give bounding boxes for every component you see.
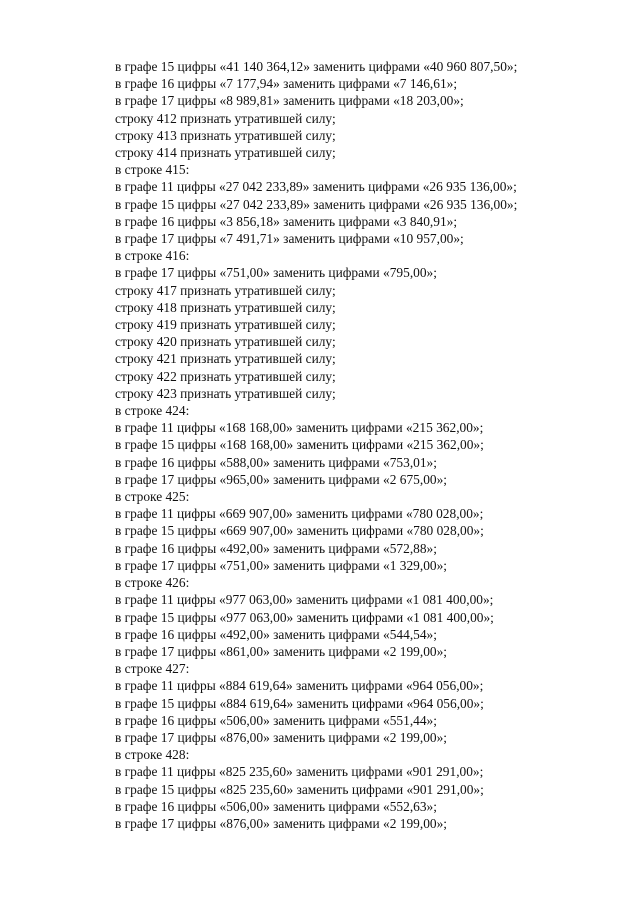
doc-line-18: строку 421 признать утратившей силу; <box>115 351 336 367</box>
doc-line-44: в графе 16 цифры «506,00» заменить цифрами «552,63»; <box>115 798 437 814</box>
doc-line-43: в графе 15 цифры «825 235,60» заменить цифрами «901 291,00»; <box>115 781 484 797</box>
doc-line-40: в графе 17 цифры «876,00» заменить цифрами «2 199,00»; <box>115 729 448 745</box>
doc-line-26: в строке 425: <box>115 489 190 505</box>
doc-line-11: в графе 17 цифры «7 491,71» заменить цифрами «10 957,00»; <box>115 231 464 247</box>
doc-line-25: в графе 17 цифры «965,00» заменить цифрами «2 675,00»; <box>115 471 448 487</box>
doc-line-15: строку 418 признать утратившей силу; <box>115 299 336 315</box>
doc-line-12: в строке 416: <box>115 248 190 264</box>
doc-line-5: строку 413 признать утратившей силу; <box>115 127 336 143</box>
doc-line-29: в графе 16 цифры «492,00» заменить цифрами «572,88»; <box>115 540 437 556</box>
doc-line-27: в графе 11 цифры «669 907,00» заменить цифрами «780 028,00»; <box>115 506 484 522</box>
doc-line-36: в строке 427: <box>115 661 190 677</box>
doc-line-28: в графе 15 цифры «669 907,00» заменить цифрами «780 028,00»; <box>115 523 484 539</box>
doc-line-41: в строке 428: <box>115 747 190 763</box>
doc-line-17: строку 420 признать утратившей силу; <box>115 334 336 350</box>
doc-line-3: в графе 17 цифры «8 989,81» заменить цифрами «18 203,00»; <box>115 93 464 109</box>
doc-line-4: строку 412 признать утратившей силу; <box>115 110 336 126</box>
doc-line-9: в графе 15 цифры «27 042 233,89» заменить цифрами «26 935 136,00»; <box>115 196 518 212</box>
doc-line-32: в графе 11 цифры «977 063,00» заменить цифрами «1 081 400,00»; <box>115 592 494 608</box>
doc-line-20: строку 423 признать утратившей силу; <box>115 385 336 401</box>
doc-line-14: строку 417 признать утратившей силу; <box>115 282 336 298</box>
doc-line-31: в строке 426: <box>115 575 190 591</box>
doc-line-23: в графе 15 цифры «168 168,00» заменить цифрами «215 362,00»; <box>115 437 484 453</box>
doc-line-39: в графе 16 цифры «506,00» заменить цифрами «551,44»; <box>115 712 437 728</box>
doc-line-35: в графе 17 цифры «861,00» заменить цифрами «2 199,00»; <box>115 643 448 659</box>
doc-line-1: в графе 15 цифры «41 140 364,12» заменить цифрами «40 960 807,50»; <box>115 59 518 74</box>
doc-line-6: строку 414 признать утратившей силу; <box>115 145 336 161</box>
doc-line-42: в графе 11 цифры «825 235,60» заменить цифрами «901 291,00»; <box>115 764 484 780</box>
doc-line-8: в графе 11 цифры «27 042 233,89» заменить цифрами «26 935 136,00»; <box>115 179 517 195</box>
doc-line-21: в строке 424: <box>115 403 190 419</box>
doc-line-10: в графе 16 цифры «3 856,18» заменить цифрами «3 840,91»; <box>115 213 458 229</box>
doc-line-16: строку 419 признать утратившей силу; <box>115 317 336 333</box>
doc-line-45: в графе 17 цифры «876,00» заменить цифрами «2 199,00»; <box>115 815 448 831</box>
doc-line-7: в строке 415: <box>115 162 190 178</box>
doc-line-38: в графе 15 цифры «884 619,64» заменить цифрами «964 056,00»; <box>115 695 484 711</box>
doc-line-37: в графе 11 цифры «884 619,64» заменить цифрами «964 056,00»; <box>115 678 484 694</box>
doc-line-34: в графе 16 цифры «492,00» заменить цифрами «544,54»; <box>115 626 437 642</box>
doc-line-2: в графе 16 цифры «7 177,94» заменить цифрами «7 146,61»; <box>115 76 458 92</box>
doc-line-24: в графе 16 цифры «588,00» заменить цифрами «753,01»; <box>115 454 437 470</box>
document-body <box>115 58 615 832</box>
doc-line-19: строку 422 признать утратившей силу; <box>115 368 336 384</box>
doc-line-13: в графе 17 цифры «751,00» заменить цифрами «795,00»; <box>115 265 437 281</box>
doc-line-30: в графе 17 цифры «751,00» заменить цифрами «1 329,00»; <box>115 557 448 573</box>
doc-line-33: в графе 15 цифры «977 063,00» заменить цифрами «1 081 400,00»; <box>115 609 494 625</box>
doc-line-22: в графе 11 цифры «168 168,00» заменить цифрами «215 362,00»; <box>115 420 484 436</box>
